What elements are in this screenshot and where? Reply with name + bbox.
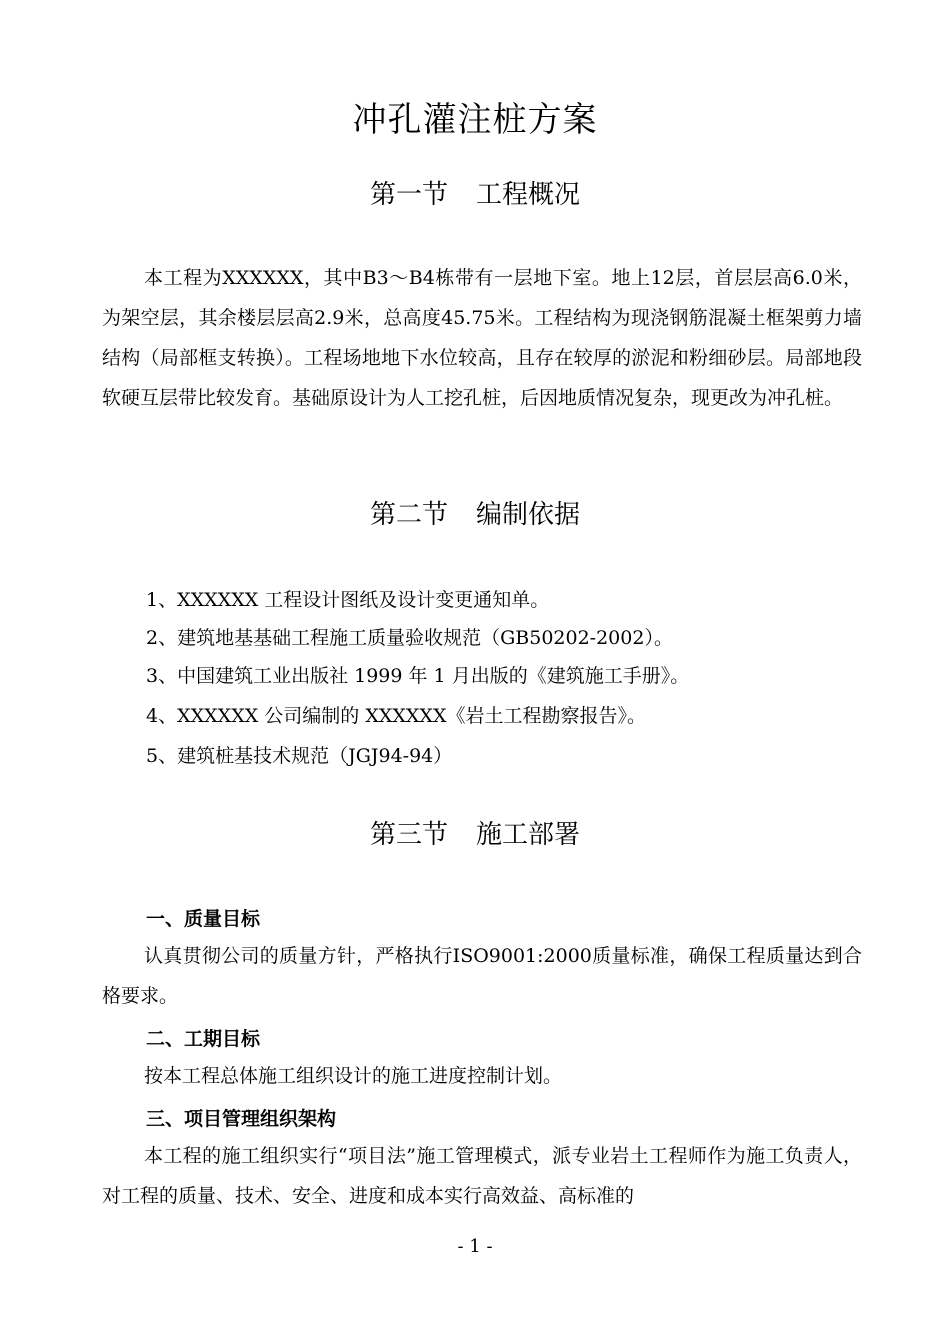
document-title: 冲孔灌注桩方案	[352, 100, 598, 140]
subheading-quality-goal: 一、质量目标	[146, 908, 261, 930]
section-name: 编制依据	[476, 500, 581, 530]
overview-paragraph: 本工程为XXXXXX，其中B3～B4栋带有一层地下室。地上12层，首层层高6.0米，为架空层，其余楼层层高2.9米，总高度45.75米。工程结构为现浇钢筋混凝土框架剪力墙结构（局部框支转换）。工程场地地下水位较高，且存在较厚的淤泥和粉细砂层。局部地段软硬互层带比较发育。基础原设计为人工挖孔桩，后因地质情况复杂，现更改为冲孔桩。	[102, 267, 862, 409]
section-number: 第二节	[369, 500, 448, 530]
basis-item-4: 4、XXXXXX 公司编制的 XXXXXX《岩土工程勘察报告》。	[146, 705, 646, 727]
section-number: 第一节	[369, 180, 448, 210]
basis-item-1: 1、XXXXXX 工程设计图纸及设计变更通知单。	[146, 589, 550, 611]
page-number: - 1 -	[457, 1236, 493, 1257]
section-heading-3	[0, 814, 950, 851]
organization-paragraph: 本工程的施工组织实行“项目法”施工管理模式，派专业岩土工程师作为施工负责人，对工程的质量、技术、安全、进度和成本实行高效益、高标准的	[102, 1145, 862, 1207]
schedule-paragraph: 按本工程总体施工组织设计的施工进度控制计划。	[144, 1065, 563, 1087]
section-heading-2	[0, 494, 950, 531]
subheading-organization: 三、项目管理组织架构	[146, 1108, 337, 1130]
quality-paragraph: 认真贯彻公司的质量方针，严格执行ISO9001:2000质量标准，确保工程质量达到合格要求。	[102, 945, 862, 1007]
subheading-schedule-goal: 二、工期目标	[146, 1028, 261, 1050]
section-number: 第三节	[369, 820, 448, 850]
basis-item-3: 3、中国建筑工业出版社 1999 年 1 月出版的《建筑施工手册》。	[146, 665, 690, 687]
section-name: 施工部署	[476, 820, 581, 850]
basis-item-5: 5、建筑桩基技术规范（JGJ94-94）	[146, 745, 453, 767]
section-heading-1	[0, 174, 950, 211]
section-name: 工程概况	[476, 180, 581, 210]
basis-item-2: 2、建筑地基基础工程施工质量验收规范（GB50202-2002）。	[146, 627, 673, 649]
